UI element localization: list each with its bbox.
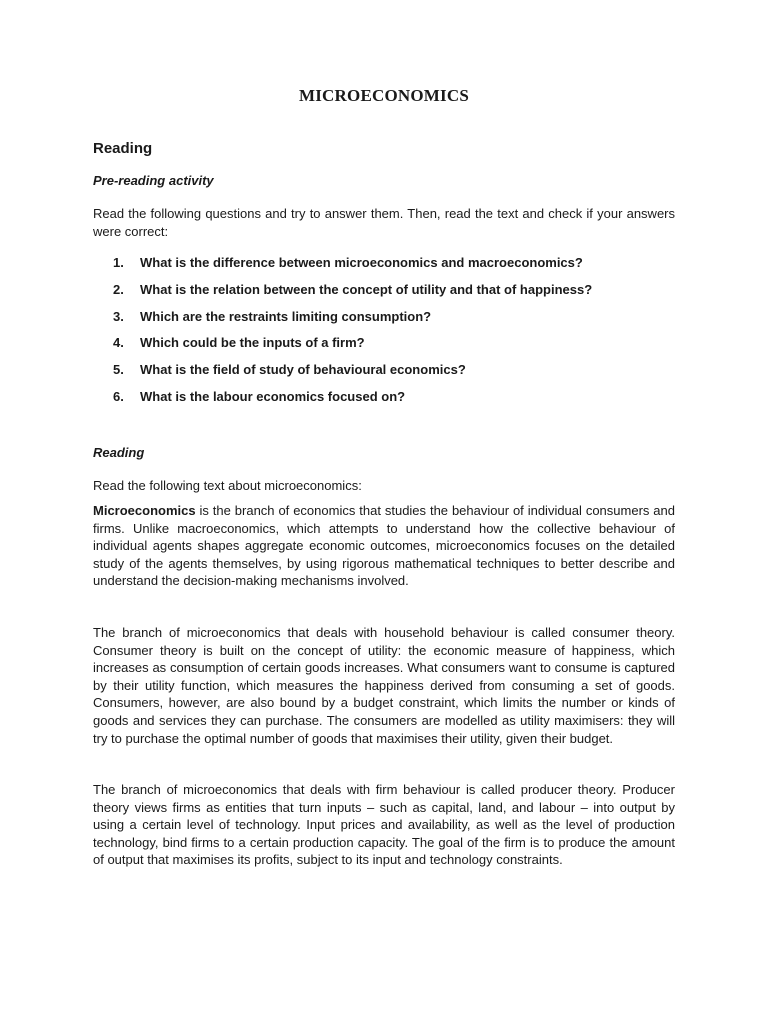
pre-reading-heading: Pre-reading activity: [93, 173, 214, 188]
questions-list: [93, 254, 675, 415]
question-number: 1.: [113, 255, 124, 270]
question-item: [93, 334, 675, 361]
question-number: 2.: [113, 281, 124, 297]
document-page: [93, 0, 675, 1024]
question-text: What is the relation between the concept of utility and that of happiness?: [140, 281, 593, 297]
question-item: [93, 254, 675, 281]
question-text: What is the labour economics focused on?: [140, 388, 406, 404]
question-number: 6.: [113, 388, 124, 404]
question-item: [93, 388, 675, 415]
question-item: [93, 308, 675, 335]
reading-intro: Read the following text about microeconomics:: [93, 478, 362, 493]
document-title: MICROECONOMICS: [299, 86, 469, 105]
paragraph-1-text: is the branch of economics that studies the behaviour of individual consumers and firms. Unlike macroeconomics, which attempts to understand how the collective behaviour of individual agents shapes aggregate economic outcomes, microeconomics focuses on the detailed study of the agents themselves, by using rigorous mathematical techniques to better describe and understand the decision-making mechanisms involved.: [93, 503, 675, 589]
paragraph-2: The branch of microeconomics that deals with household behaviour is called consumer theory. Consumer theory is built on the concept of utility: the economic measure of happiness, which increases as consumption of certain goods increases. What consumers want to consume is captured by their utility function, which measures the happiness derived from consuming a set of goods. Consumers, however, are also bound by a budget constraint, which limits the number or kinds of goods and services they can purchase. The consumers are modelled as utility maximisers: they will try to purchase the optimal number of goods that maximises their utility, given their budget.: [93, 625, 675, 746]
paragraph-3: The branch of microeconomics that deals with firm behaviour is called producer theory. Producer theory views firms as entities that turn inputs – such as capital, land, and labour – into output by using a certain level of technology. Input prices and availability, as well as the level of production technology, bind firms to a certain production capacity. The goal of the firm is to produce the amount of output that maximises its profits, subject to its input and technology constraints.: [93, 782, 675, 868]
question-item: [93, 281, 675, 308]
question-text: Which are the restraints limiting consumption?: [140, 308, 432, 324]
question-text: Which could be the inputs of a firm?: [140, 335, 365, 351]
question-text: What is the difference between microeconomics and macroeconomics?: [140, 255, 583, 270]
paragraph-1-lead-term: Microeconomics: [93, 503, 196, 518]
question-number: 3.: [113, 308, 124, 324]
question-number: 5.: [113, 362, 124, 378]
instructions-paragraph: Read the following questions and try to answer them. Then, read the text and check if your answers were correct:: [93, 206, 675, 239]
question-text: What is the field of study of behavioural economics?: [140, 362, 466, 378]
question-number: 4.: [113, 335, 124, 351]
section-heading-reading: Reading: [93, 140, 153, 157]
question-item: [93, 361, 675, 388]
reading-heading: Reading: [93, 445, 145, 460]
paragraph-1: [93, 502, 675, 590]
